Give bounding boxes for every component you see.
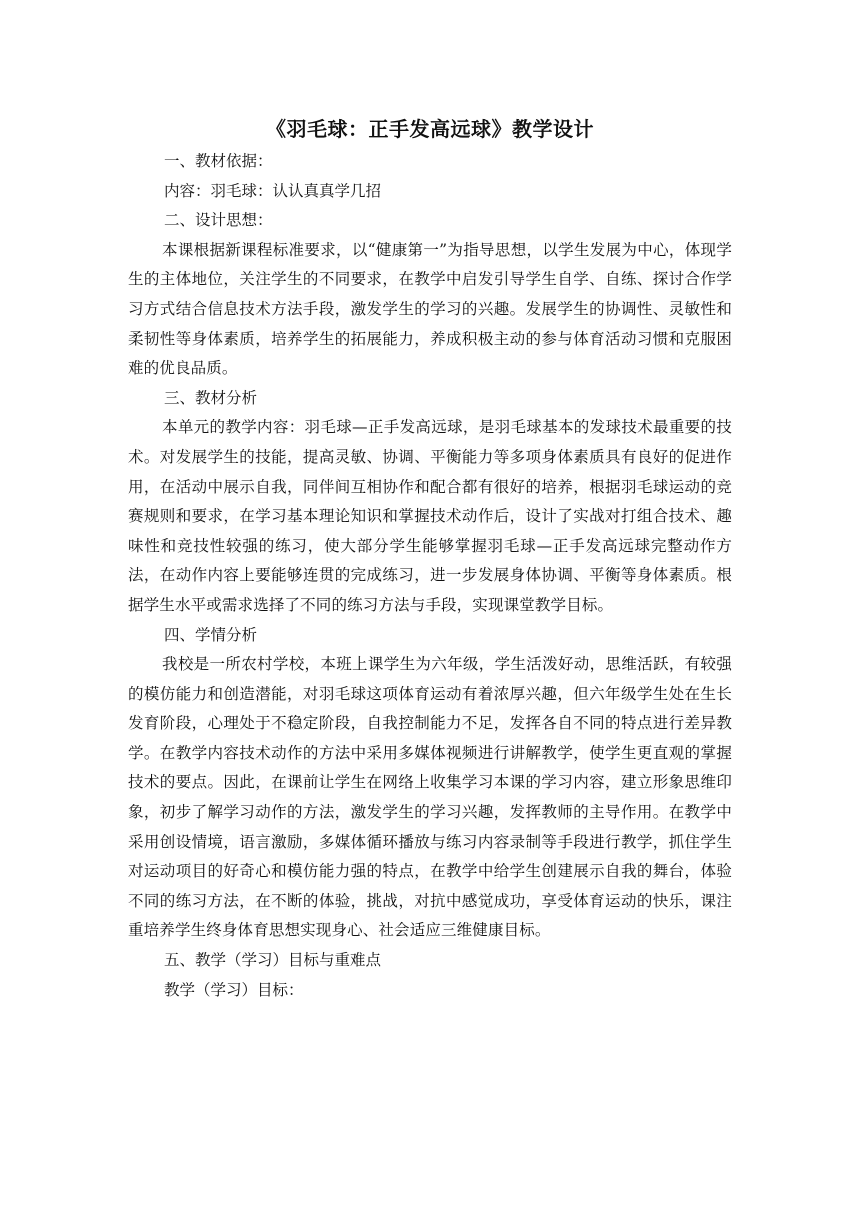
- section-heading-design-idea: 二、设计思想：: [164, 211, 273, 230]
- paragraph-design-idea: 本课根据新课程标准要求，以“健康第一”为指导思想，以学生发展为中心，体现学生的主体地位，关注学生的不同要求，在教学中启发引导学生自学、自练、探讨合作学习方式结合信息技术方法手段，激发学生的学习的兴趣。发展学生的协调性、灵敏性和柔韧性等身体素质，培养学生的拓展能力，养成积极主动的参与体育活动习惯和克服困难的优良品质。: [128, 240, 732, 378]
- subheading-learning-objectives: 教学（学习）目标：: [164, 980, 304, 999]
- section-heading-learner-analysis: 四、学情分析: [164, 625, 258, 644]
- section-heading-textbook-analysis: 三、教材分析: [164, 388, 258, 407]
- paragraph-learner-analysis: 我校是一所农村学校，本班上课学生为六年级，学生活泼好动，思维活跃，有较强的模仿能力和创造潜能，对羽毛球这项体育运动有着浓厚兴趣，但六年级学生处在生长发育阶段，心理处于不稳定阶段，自我控制能力不足，发挥各自不同的特点进行差异教学。在教学内容技术动作的方法中采用多媒体视频进行讲解教学，使学生更直观的掌握技术的要点。因此，在课前让学生在网络上收集学习本课的学习内容，建立形象思维印象，初步了解学习动作的方法，激发学生的学习兴趣，发挥教师的主导作用。在教学中采用创设情境，语言激励，多媒体循环播放与练习内容录制等手段进行教学，抓住学生对运动项目的好奇心和模仿能力强的特点，在教学中给学生创建展示自我的舞台，体验不同的练习方法，在不断的体验，挑战，对抗中感觉成功，享受体育运动的快乐，课注重培养学生终身体育思想实现身心、社会适应三维健康目标。: [128, 655, 732, 940]
- document-title: 《羽毛球：正手发高远球》教学设计: [266, 117, 594, 141]
- content-line: 内容：羽毛球：认认真真学几招: [164, 181, 382, 200]
- section-heading-objectives: 五、教学（学习）目标与重难点: [164, 951, 382, 970]
- document-body: [128, 114, 732, 1005]
- paragraph-textbook-analysis: 本单元的教学内容：羽毛球—正手发高远球，是羽毛球基本的发球技术最重要的技术。对发展学生的技能，提高灵敏、协调、平衡能力等多项身体素质具有良好的促进作用，在活动中展示自我，同伴间互相协作和配合都有很好的培养，根据羽毛球运动的竞赛规则和要求，在学习基本理论知识和掌握技术动作后，设计了实战对打组合技术、趣味性和竞技性较强的练习，使大部分学生能够掌握羽毛球—正手发高远球完整动作方法，在动作内容上要能够连贯的完成练习，进一步发展身体协调、平衡等身体素质。根据学生水平或需求选择了不同的练习方法与手段，实现课堂教学目标。: [128, 418, 732, 614]
- section-heading-textbook-basis: 一、教材依据：: [164, 152, 273, 170]
